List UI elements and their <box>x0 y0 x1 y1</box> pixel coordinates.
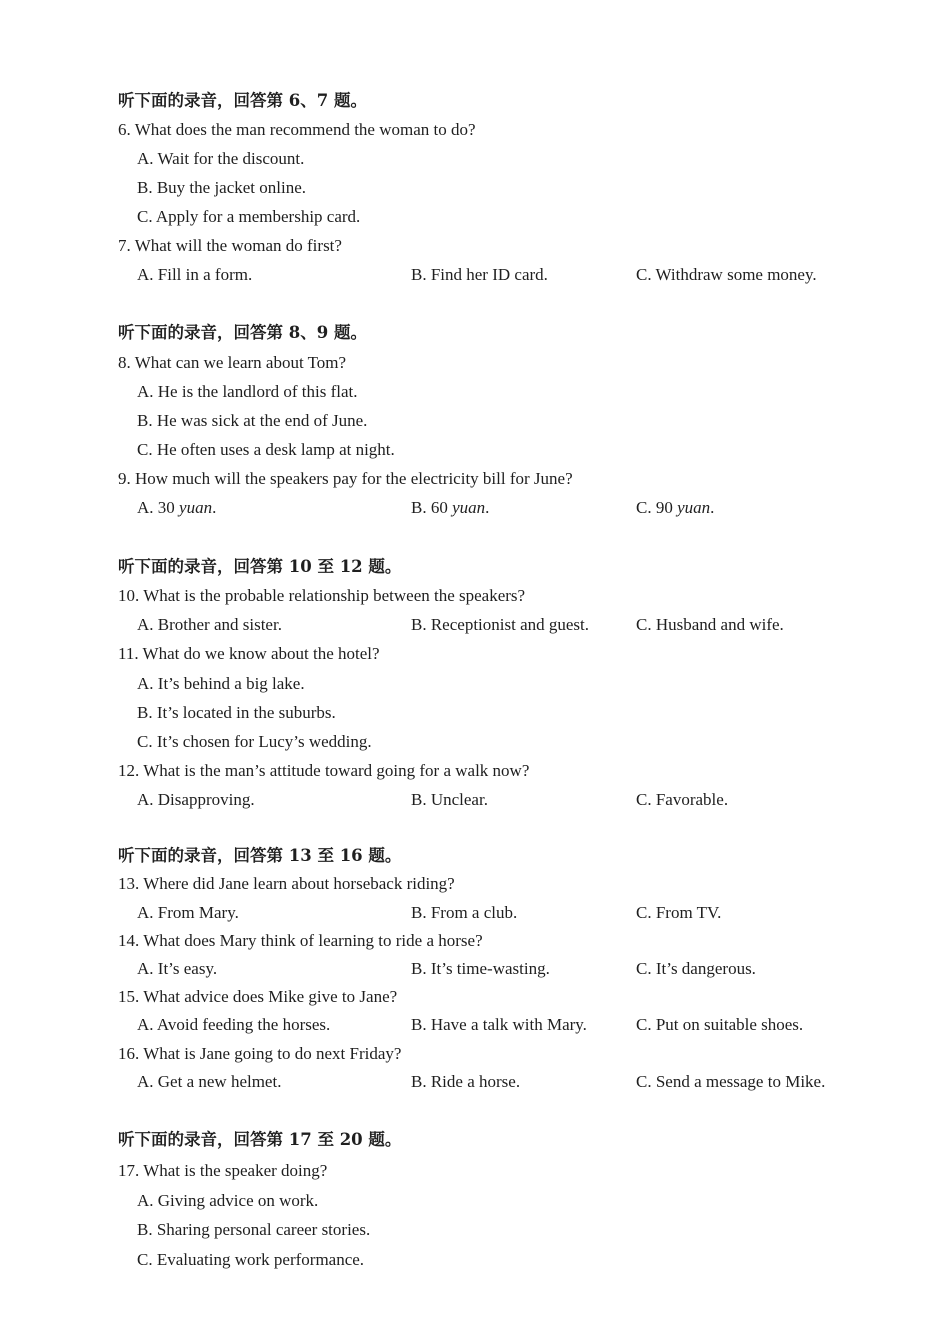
question-6: 6. What does the man recommend the woman to do? <box>118 120 476 139</box>
option-9c: C. 90 yuan. <box>636 498 715 517</box>
option-17c: C. Evaluating work performance. <box>137 1250 365 1269</box>
question-14: 14. What does Mary think of learning to ride a horse? <box>118 931 483 950</box>
section-heading: 听下面的录音，回答第 6、7 题。 <box>118 91 367 110</box>
option-12c: C. Favorable. <box>636 790 729 809</box>
option-6b: B. Buy the jacket online. <box>137 178 307 197</box>
question-10: 10. What is the probable relationship between the speakers? <box>118 586 526 605</box>
option-16b: B. Ride a horse. <box>411 1072 521 1091</box>
option-13b: B. From a club. <box>411 903 518 922</box>
question-15: 15. What advice does Mike give to Jane? <box>118 987 398 1006</box>
option-15a: A. Avoid feeding the horses. <box>137 1015 331 1034</box>
question-7: 7. What will the woman do first? <box>118 236 342 255</box>
option-17b: B. Sharing personal career stories. <box>137 1220 371 1239</box>
option-11b: B. It’s located in the suburbs. <box>137 703 336 722</box>
option-10a: A. Brother and sister. <box>137 615 282 634</box>
option-8b: B. He was sick at the end of June. <box>137 411 368 430</box>
option-8c: C. He often uses a desk lamp at night. <box>137 440 395 459</box>
question-16: 16. What is Jane going to do next Friday? <box>118 1044 402 1063</box>
option-16c: C. Send a message to Mike. <box>636 1072 826 1091</box>
option-6a: A. Wait for the discount. <box>137 149 305 168</box>
option-12a: A. Disapproving. <box>137 790 255 809</box>
option-14c: C. It’s dangerous. <box>636 959 756 978</box>
option-10c: C. Husband and wife. <box>636 615 784 634</box>
question-9: 9. How much will the speakers pay for the electricity bill for June? <box>118 469 573 488</box>
option-6c: C. Apply for a membership card. <box>137 207 361 226</box>
question-12: 12. What is the man’s attitude toward going for a walk now? <box>118 761 530 780</box>
option-11c: C. It’s chosen for Lucy’s wedding. <box>137 732 372 751</box>
section-heading: 听下面的录音，回答第 8、9 题。 <box>118 323 367 342</box>
question-17: 17. What is the speaker doing? <box>118 1161 328 1180</box>
option-14a: A. It’s easy. <box>137 959 218 978</box>
option-10b: B. Receptionist and guest. <box>411 615 590 634</box>
option-15b: B. Have a talk with Mary. <box>411 1015 587 1034</box>
option-7a: A. Fill in a form. <box>137 265 253 284</box>
option-9a: A. 30 yuan. <box>137 498 217 517</box>
option-16a: A. Get a new helmet. <box>137 1072 282 1091</box>
option-9b: B. 60 yuan. <box>411 498 490 517</box>
option-13c: C. From TV. <box>636 903 722 922</box>
option-11a: A. It’s behind a big lake. <box>137 674 305 693</box>
question-11: 11. What do we know about the hotel? <box>118 644 380 663</box>
option-7c: C. Withdraw some money. <box>636 265 817 284</box>
option-13a: A. From Mary. <box>137 903 239 922</box>
option-8a: A. He is the landlord of this flat. <box>137 382 358 401</box>
question-8: 8. What can we learn about Tom? <box>118 353 347 372</box>
section-heading: 听下面的录音，回答第 10 至 12 题。 <box>118 557 402 576</box>
option-12b: B. Unclear. <box>411 790 488 809</box>
section-heading: 听下面的录音，回答第 13 至 16 题。 <box>118 846 402 865</box>
option-14b: B. It’s time-wasting. <box>411 959 550 978</box>
option-7b: B. Find her ID card. <box>411 265 548 284</box>
option-15c: C. Put on suitable shoes. <box>636 1015 804 1034</box>
section-heading: 听下面的录音，回答第 17 至 20 题。 <box>118 1130 402 1149</box>
question-13: 13. Where did Jane learn about horseback riding? <box>118 874 455 893</box>
option-17a: A. Giving advice on work. <box>137 1191 319 1210</box>
